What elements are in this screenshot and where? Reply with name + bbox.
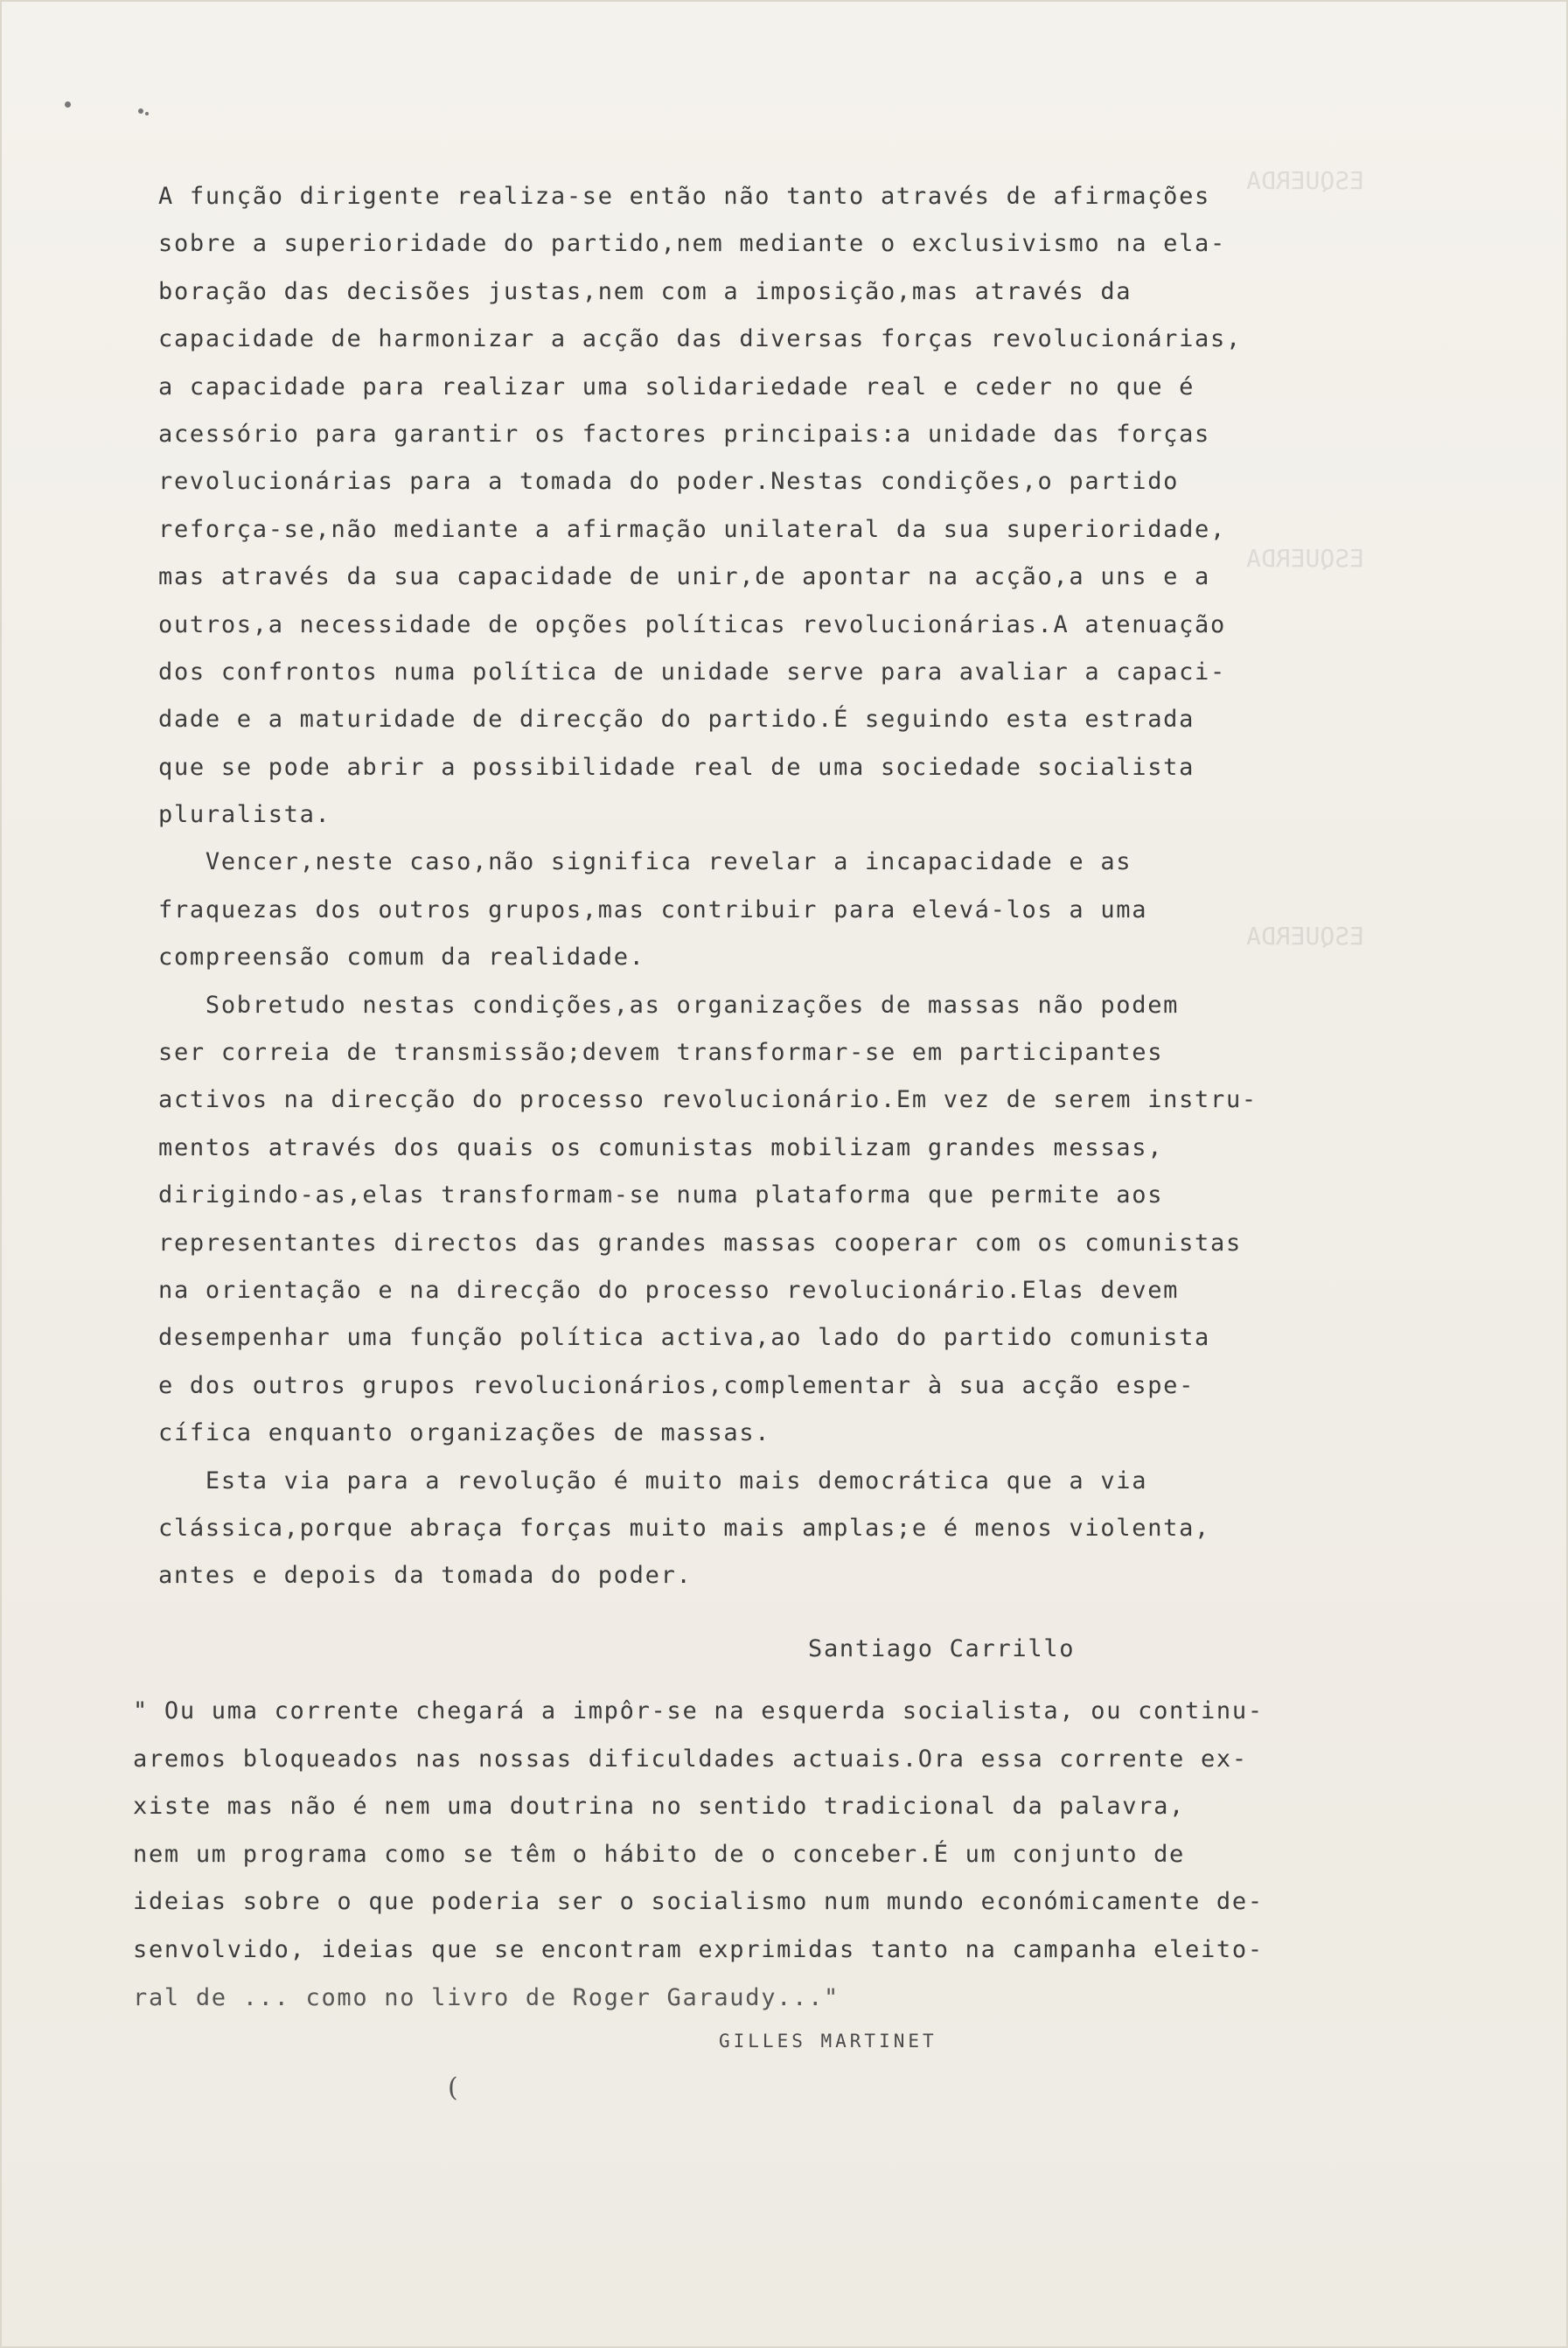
- body-line: activos na direcção do processo revolucionário.Em vez de serem instru-: [158, 1086, 1258, 1114]
- quote-line: ral de ... como no livro de Roger Garaudy...": [133, 1983, 840, 2011]
- body-line: compreensão comum da realidade.: [158, 944, 645, 972]
- body-line: capacidade de harmonizar a acção das diversas forças revolucionárias,: [158, 325, 1242, 353]
- quote-line: nem um programa como se têm o hábito de o conceber.É um conjunto de: [133, 1840, 1186, 1868]
- body-line: cífica enquanto organizações de massas.: [158, 1419, 771, 1447]
- stray-parenthesis: (: [448, 2073, 458, 2103]
- body-line: representantes directos das grandes massas cooperar com os comunistas: [158, 1229, 1242, 1257]
- body-line: mas através da sua capacidade de unir,de apontar na acção,a uns e a: [158, 563, 1211, 591]
- body-line: pluralista.: [158, 801, 331, 829]
- body-line: dirigindo-as,elas transformam-se numa plataforma que permite aos: [158, 1181, 1164, 1209]
- body-line: A função dirigente realiza-se então não tanto através de afirmações: [158, 183, 1211, 210]
- body-line: sobre a superioridade do partido,nem mediante o exclusivismo na ela-: [158, 230, 1226, 258]
- body-line: na orientação e na direcção do processo revolucionário.Elas devem: [158, 1276, 1180, 1304]
- body-line: outros,a necessidade de opções políticas revolucionárias.A atenuação: [158, 610, 1226, 638]
- body-line: acessório para garantir os factores principais:a unidade das forças: [158, 420, 1211, 448]
- quote-line: " Ou uma corrente chegará a impôr-se na esquerda socialista, ou continu-: [133, 1697, 1264, 1724]
- quote-line: senvolvido, ideias que se encontram exprimidas tanto na campanha eleito-: [133, 1935, 1264, 1963]
- main-text-body: [158, 173, 1400, 1600]
- body-line: fraquezas dos outros grupos,mas contribuir para elevá-los a uma: [158, 895, 1148, 923]
- ink-speck: [145, 112, 149, 115]
- body-line: Vencer,neste caso,não significa revelar a incapacidade e as: [158, 848, 1132, 876]
- body-line: a capacidade para realizar uma solidariedade real e ceder no que é: [158, 373, 1195, 401]
- body-line: desempenhar uma função política activa,ao lado do partido comunista: [158, 1324, 1211, 1352]
- ink-speck: [138, 108, 143, 114]
- body-line: revolucionárias para a tomada do poder.Nestas condições,o partido: [158, 468, 1180, 496]
- quote-line: xiste mas não é nem uma doutrina no sentido tradicional da palavra,: [133, 1793, 1186, 1821]
- body-line: antes e depois da tomada do poder.: [158, 1562, 693, 1590]
- author-signature-carrillo: Santiago Carrillo: [808, 1635, 1076, 1662]
- quote-line: aremos bloqueados nas nossas dificuldades actuais.Ora essa corrente ex-: [133, 1745, 1248, 1773]
- body-line: ser correia de transmissão;devem transformar-se em participantes: [158, 1039, 1164, 1067]
- body-line: Esta via para a revolução é muito mais democrática que a via: [158, 1467, 1148, 1494]
- body-line: clássica,porque abraça forças muito mais amplas;e é menos violenta,: [158, 1514, 1211, 1542]
- ink-speck: [65, 101, 71, 108]
- body-line: dos confrontos numa política de unidade serve para avaliar a capaci-: [158, 658, 1226, 686]
- body-line: Sobretudo nestas condições,as organizações de massas não podem: [158, 991, 1180, 1019]
- author-signature-martinet: GILLES MARTINET: [719, 2031, 937, 2052]
- body-line: e dos outros grupos revolucionários,complementar à sua acção espe-: [158, 1371, 1195, 1399]
- body-line: dade e a maturidade de direcção do partido.É seguindo esta estrada: [158, 706, 1195, 734]
- body-line: mentos através dos quais os comunistas mobilizam grandes messas,: [158, 1133, 1164, 1161]
- body-line: reforça-se,não mediante a afirmação unilateral da sua superioridade,: [158, 515, 1226, 543]
- quote-line: ideias sobre o que poderia ser o socialismo num mundo económicamente de-: [133, 1888, 1264, 1916]
- body-line: boração das decisões justas,nem com a imposição,mas através da: [158, 277, 1132, 305]
- show-through-text: ESQUERDA ESQUERDA ESQUERDA: [1246, 166, 1364, 951]
- body-line: que se pode abrir a possibilidade real de uma sociedade socialista: [158, 753, 1195, 781]
- quote-text: [133, 1688, 1445, 2022]
